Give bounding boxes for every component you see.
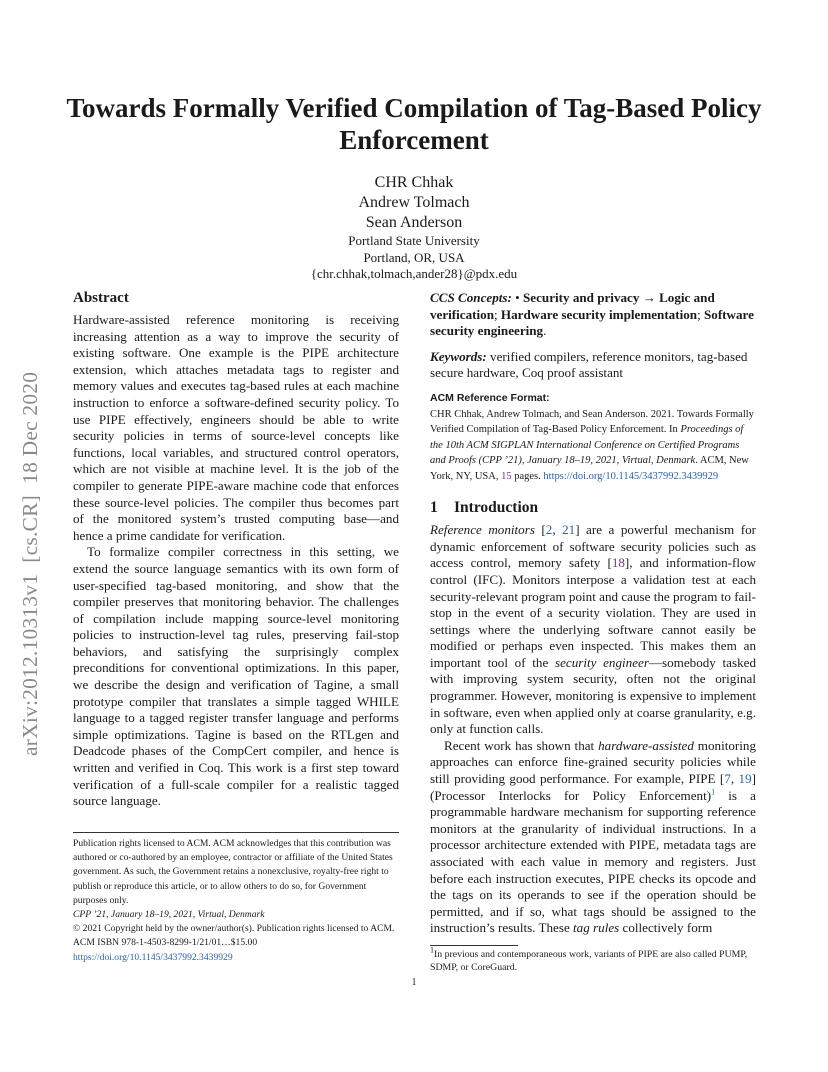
author-name: Andrew Tolmach xyxy=(358,194,470,211)
section-heading: 1 Introduction xyxy=(430,498,539,516)
acm-doi-link[interactable]: https://doi.org/10.1145/3437992.3439929 xyxy=(543,470,719,482)
author-block xyxy=(200,173,628,283)
citation-link[interactable]: 18 xyxy=(611,555,625,571)
publication-notes xyxy=(73,832,399,965)
email: {chr.chhak,tolmach,ander28}@pdx.edu xyxy=(310,266,518,281)
acm-reference-heading: ACM Reference Format: xyxy=(430,391,550,404)
abstract-paragraph-1: Hardware-assisted reference monitoring is receiving increasing attention as a way to improve the security of existing software. One example is the PIPE architecture extension, which attaches metadata tags to register and memory values and executes tag-based rules at each machine instruction to enforce a software-defined security policy. To use PIPE effectively, engineers should be able to write security policies in terms of source-level concepts like functions, local variables, and structured control operators, which are not visible at machine level. It is the job of the compiler to generate PIPE-aware machine code that enforces these source-level policies. The compiler thus becomes part of the monitored system’s trusted computing base—and hence a prime candidate for verification. xyxy=(73,312,399,543)
isbn-note: ACM ISBN 978-1-4503-8299-1/21/01…$15.00 xyxy=(73,937,258,949)
copyright-note: © 2021 Copyright held by the owner/author(s). Publication rights licensed to ACM. xyxy=(73,923,395,935)
author-name: CHR Chhak xyxy=(374,174,454,191)
location: Portland, OR, USA xyxy=(363,249,465,265)
author-name: Sean Anderson xyxy=(365,214,463,231)
ccs-label: CCS Concepts: xyxy=(430,290,512,305)
paper-title: Towards Formally Verified Compilation of Tag-Based Policy Enforcement xyxy=(66,93,762,155)
affiliation: Portland State University xyxy=(348,233,480,248)
citation-link[interactable]: 2 xyxy=(545,522,553,538)
keywords: Keywords: verified compilers, reference monitors, tag-based secure hardware, Coq proof assistant xyxy=(430,348,748,381)
footnote: $^1$In previous and contemporaneous work, variants of PIPE are also called PUMP, SDMP, or CoreGuard. xyxy=(430,945,748,974)
abstract-heading: Abstract xyxy=(73,290,129,306)
acm-reference-body: CHR Chhak, Andrew Tolmach, and Sean Anderson. 2021. Towards Formally Verified Compilation of Tag-Based Policy Enforcement. In Proceedings of the 10th ACM SIGPLAN International Conference on Certified Programs and Proofs (CPP ’21), January 18–19, 2021, Virtual, Denmark. ACM, New York, NY, USA, 15 pages. https://doi.org/10.1145/3437992.3439929 xyxy=(430,408,754,482)
citation-link[interactable]: 19 xyxy=(738,771,752,787)
right-column xyxy=(430,290,756,975)
venue-note: CPP ’21, January 18–19, 2021, Virtual, Denmark xyxy=(73,909,265,921)
citation-link[interactable]: 21 xyxy=(562,522,576,538)
abstract-paragraph-2: To formalize compiler correctness in this setting, we extend the source language semantics with its own form of user-specified tag-based monitoring, and show that the compiler preserves that monitoring behavior. The challenges of compilation include mapping source-level monitoring policies to instruction-level tag rules, preserving fail-stop behaviors, and satisfying the surprisingly complex preconditions for conventional optimizations. In this paper, we describe the design and verification of Tagine, a small prototype compiler that translates a simple tagged WHILE language to a tagged register transfer language and performs simple optimizations. Tagine is based on the RTLgen and Deadcode phases of the CompCert compiler, and hence is written and verified in Coq. This work is a first step toward verification of a full-scale compiler for a realistic tagged source language. xyxy=(73,544,399,809)
ccs-concepts: CCS Concepts: • Security and privacy → Logic and verification; Hardware security implementation; Software security engineering. xyxy=(430,290,754,339)
intro-paragraph-1: Reference monitors [2, 21] are a powerful mechanism for dynamic enforcement of software security policies such as access control, memory safety [18], and information-flow control (IFC). Monitors interpose a validation test at each security-relevant program point and cause the program to fail-stop in the event of a security violation. They are used in settings where the underlying software cannot easily be modified or perhaps even inspected. This makes them an important tool of the security engineer—somebody tasked with improving system security, often not the original programmer. However, monitoring is expensive to implement in software, even when applied only at coarse granularity, e.g. only at function calls. xyxy=(430,522,757,737)
footnote-divider xyxy=(430,945,518,946)
citation-link[interactable]: 7 xyxy=(724,771,731,787)
footnote-marker[interactable]: 1 xyxy=(711,787,716,797)
left-column xyxy=(73,288,399,810)
page-count-link[interactable]: 15 xyxy=(501,470,512,482)
rights-notice: Publication rights licensed to ACM. ACM acknowledges that this contribution was authored or co-authored by an employee, contractor or affiliate of the United States government. As such, the Government retains a nonexclusive, royalty-free right to publish or reproduce this article, or to allow others to do so, for Government purposes only. xyxy=(73,838,393,906)
doi-link[interactable]: https://doi.org/10.1145/3437992.3439929 xyxy=(73,951,233,963)
page-number: 1 xyxy=(411,977,417,988)
arxiv-stamp: arXiv:2012.10313v1 [cs.CR] 18 Dec 2020 xyxy=(18,371,42,756)
intro-paragraph-2: Recent work has shown that hardware-assisted monitoring approaches can enforce fine-grained security policies while still providing good performance. For example, PIPE [7, 19] (Processor Interlocks for Policy Enforcement)$^1$ is a programmable hardware mechanism for supporting reference monitors at the granularity of individual instructions. In a processor architecture extended with PIPE, metadata tags are associated with each value in memory and registers. Just before each instruction executes, PIPE checks its opcode and the tags on its operands to see if the operation should be permitted, and if so, what tags should be assigned to the instruction’s results. These tag rules collectively form xyxy=(430,737,756,936)
